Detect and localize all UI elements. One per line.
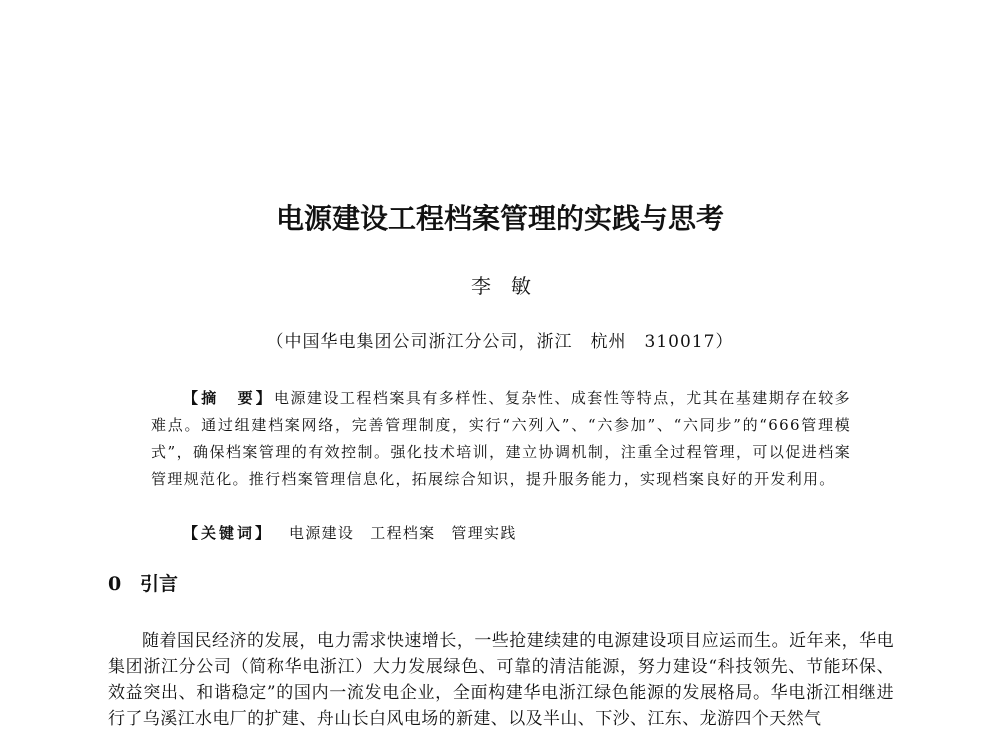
section-number: 0 bbox=[108, 573, 122, 595]
keyword-item: 管理实践 bbox=[451, 524, 517, 542]
abstract-label: 【摘 要】 bbox=[183, 389, 274, 407]
author-name: 李敏 bbox=[471, 274, 551, 298]
abstract-block bbox=[151, 385, 851, 493]
keywords-label: 【关键词】 bbox=[183, 524, 274, 542]
keyword-item: 电源建设 bbox=[289, 524, 355, 542]
keyword-item: 工程档案 bbox=[370, 524, 436, 542]
section-heading bbox=[108, 570, 178, 598]
abstract-text: 电源建设工程档案具有多样性、复杂性、成套性等特点，尤其在基建期存在较多难点。通过组建档案网络，完善管理制度，实行“六列入”、“六参加”、“六同步”的“666管理模式”，确保档案管理的有效控制。强化技术培训，建立协调机制，注重全过程管理，可以促进档案管理规范化。推行档案管理信息化，拓展综合知识，提升服务能力，实现档案良好的开发利用。 bbox=[151, 389, 851, 488]
body-paragraph: 随着国民经济的发展，电力需求快速增长，一些抢建续建的电源建设项目应运而生。近年来，华电集团浙江分公司（简称华电浙江）大力发展绿色、可靠的清洁能源，努力建设“科技领先、节能环保、效益突出、和谐稳定”的国内一流发电企业，全面构建华电浙江绿色能源的发展格局。华电浙江相继进行了乌溪江水电厂的扩建、舟山长白风电场的新建、以及半山、下沙、江东、龙游四个天然气 bbox=[108, 631, 894, 729]
section-title: 引言 bbox=[140, 573, 179, 595]
author-affiliation: （中国华电集团公司浙江分公司，浙江 杭州 310017） bbox=[266, 332, 734, 352]
keywords-block bbox=[183, 520, 517, 547]
paper-title: 电源建设工程档案管理的实践与思考 bbox=[275, 202, 724, 235]
